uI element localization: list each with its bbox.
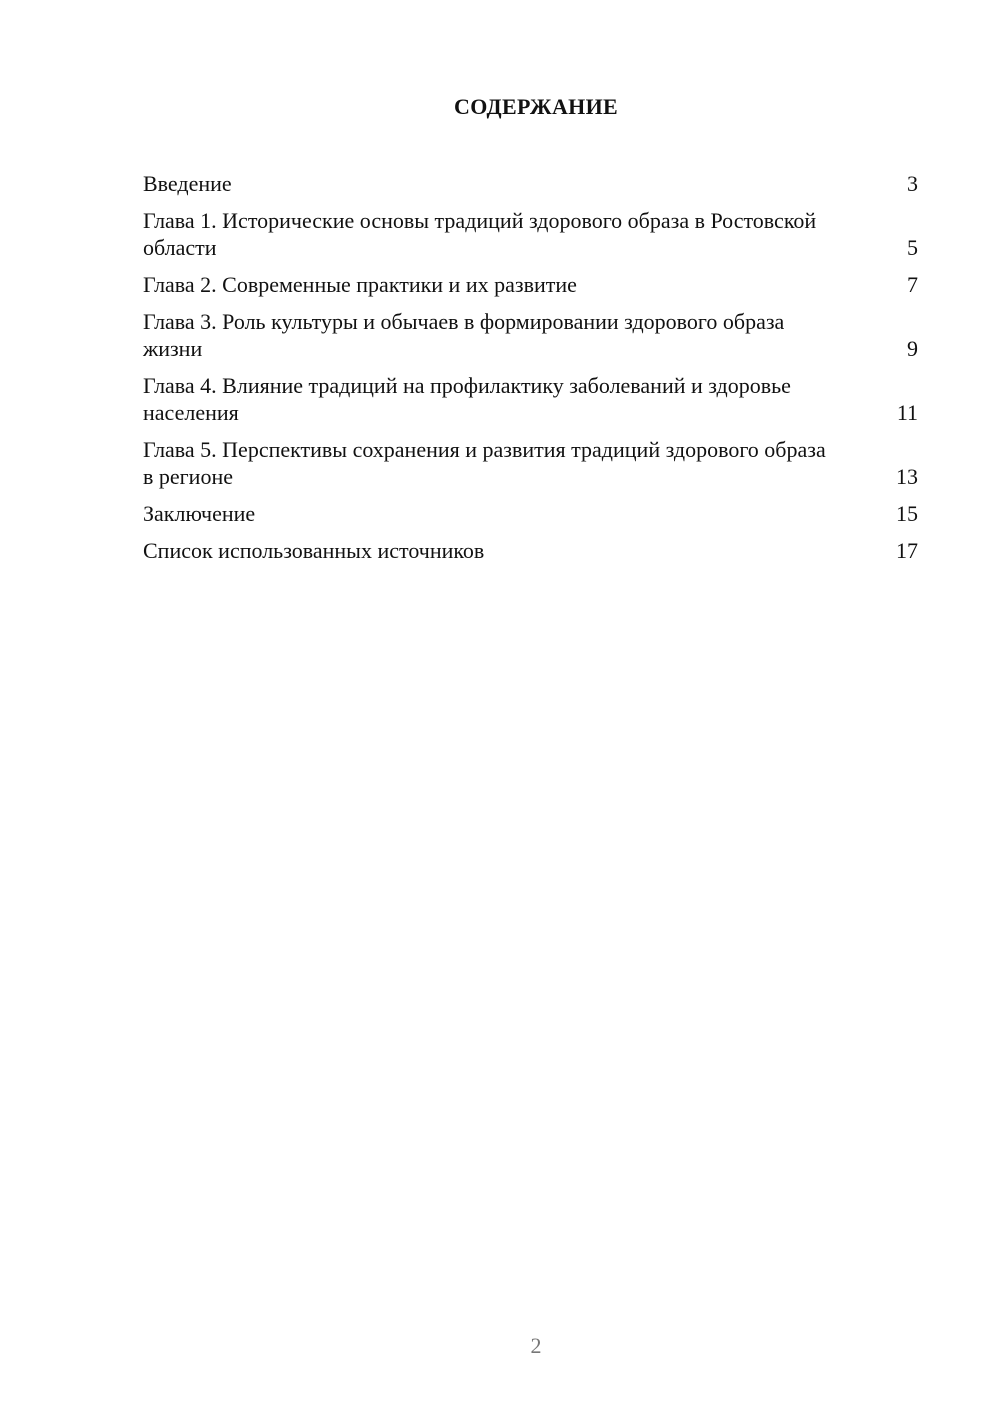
page-number: 2: [530, 1333, 542, 1358]
toc-entry-title: Заключение: [143, 501, 256, 526]
toc-entry-page: 3: [907, 171, 918, 196]
toc-entry-chapter-1[interactable]: [143, 207, 918, 261]
toc-entry-page: 17: [896, 538, 918, 563]
toc-entry-page: 7: [907, 272, 918, 297]
toc-entry-page: 11: [896, 400, 918, 425]
table-of-contents: [143, 170, 918, 574]
toc-entry-title: Глава 1. Исторические основы традиций здорового образа в Ростовской области: [143, 208, 817, 260]
toc-entry-title: Глава 3. Роль культуры и обычаев в формировании здорового образа жизни: [143, 309, 785, 361]
page-title: СОДЕРЖАНИЕ: [454, 94, 618, 119]
toc-entry-title: Глава 4. Влияние традиций на профилактику заболеваний и здоровье населения: [143, 373, 791, 425]
toc-entry-page: 13: [896, 464, 918, 489]
toc-entry-conclusion[interactable]: [143, 500, 918, 527]
toc-entry-references[interactable]: [143, 537, 918, 564]
toc-entry-page: 9: [907, 336, 918, 361]
toc-entry-page: 5: [907, 235, 918, 260]
toc-entry-chapter-3[interactable]: [143, 308, 918, 362]
toc-entry-chapter-5[interactable]: [143, 436, 918, 490]
toc-entry-chapter-2[interactable]: [143, 271, 918, 298]
toc-entry-introduction[interactable]: [143, 170, 918, 197]
toc-entry-page: 15: [896, 501, 918, 526]
toc-entry-title: Глава 2. Современные практики и их развитие: [143, 272, 577, 297]
toc-entry-title: Глава 5. Перспективы сохранения и развития традиций здорового образа в регионе: [143, 437, 826, 489]
toc-entry-chapter-4[interactable]: [143, 372, 918, 426]
toc-entry-title: Введение: [143, 171, 232, 196]
toc-entry-title: Список использованных источников: [143, 538, 485, 563]
